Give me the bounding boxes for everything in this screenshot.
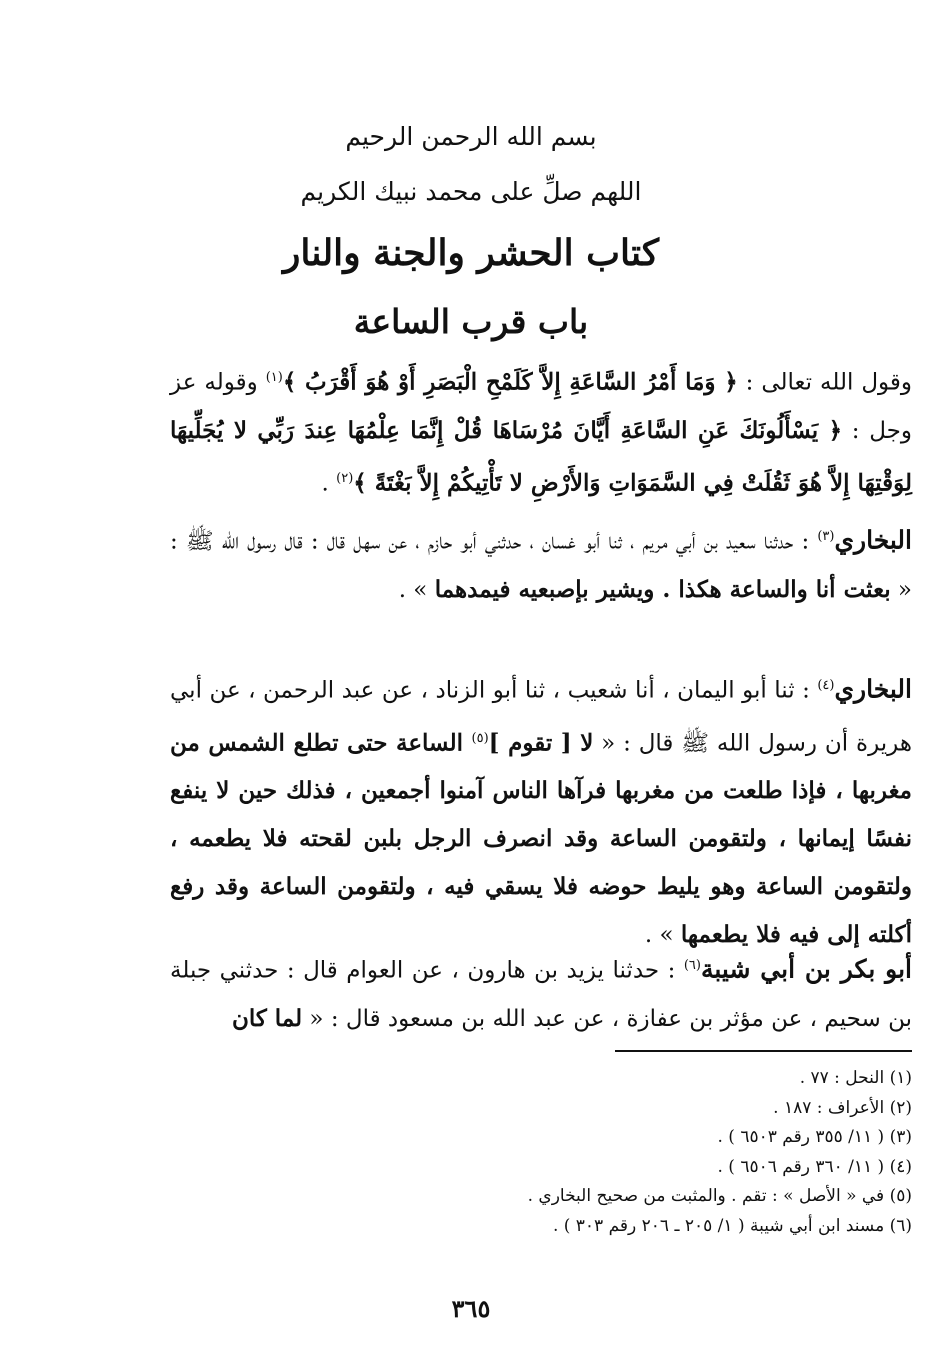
footnotes — [400, 1064, 912, 1241]
paragraph-hadith — [170, 942, 912, 1040]
paragraph-text: » . — [644, 922, 681, 949]
footnote-item: (٣) ( ١١/ ٣٥٥ رقم ٦٥٠٣ ) . — [717, 1127, 912, 1147]
footnote-divider — [615, 1050, 912, 1052]
quran-verse: ﴿ يَسْأَلُونَكَ عَنِ السَّاعَةِ أَيَّانَ مُرْسَاهَا قُلْ إِنَّمَا عِلْمُهَا عِندَ رَبِّي لا يُجَلِّيهَا لِوَقْتِهَا إِلاَّ هُوَ ثَقُلَتْ فِي السَّمَوَاتِ وَالأَرْضِ لا تَأْتِيكُمْ إِلاَّ بَغْتَةً ﴾ — [170, 416, 912, 497]
footnote-ref: (٢) — [336, 470, 354, 486]
narrator-name: البخاري — [834, 525, 912, 555]
footnote-ref: (١) — [265, 370, 283, 385]
paragraph-hadith — [170, 513, 912, 651]
footnote-item: (١) النحل : ٧٧ . — [799, 1068, 912, 1088]
isnad-text: : حدثنا يزيد بن هارون ، عن العوام قال : حدثني جبلة بن سحيم ، عن مؤثر بن عفازة ، عن عبد الله بن مسعود قال : « — [170, 957, 912, 1032]
paragraph-text: وقول الله تعالى : — [737, 369, 913, 396]
hadith-matn: لما كان — [231, 1004, 303, 1032]
paragraph-quran-verses — [170, 354, 912, 504]
paragraph-hadith — [170, 662, 912, 949]
footnote-item: (٥) في « الأصل » : تقم . والمثبت من صحيح البخاري . — [527, 1186, 912, 1206]
hadith-matn: بعثت أنا والساعة هكذا . ويشير بإصبعيه فيمدهما — [434, 575, 891, 603]
hadith-matn: لا [ تقوم ] — [488, 729, 594, 757]
paragraph-text: . — [321, 470, 337, 497]
paragraph-text: » . — [398, 576, 435, 603]
isnad-text: : حدثنا سعيد بن أبي مريم ، ثنا أبو غسان ، حدثني أبو حازم ، عن سهل قال : قال رسول الله ﷺ : « — [170, 528, 912, 603]
paragraph-text: وقوله عز وجل : — [170, 369, 912, 444]
chapter-title: باب قرب الساعة — [353, 302, 589, 341]
quran-verse: ﴿ وَمَا أَمْرُ السَّاعَةِ إِلاَّ كَلَمْحِ الْبَصَرِ أَوْ هُوَ أَقْرَبُ ﴾ — [282, 368, 738, 396]
isnad-text: : ثنا أبو اليمان ، أنا شعيب ، ثنا أبو الزناد ، عن عبد الرحمن ، عن أبي هريرة أن رسول الله ﷺ قال : « — [170, 677, 912, 757]
narrator-name: أبو بكر بن أبي شيبة — [700, 954, 912, 984]
page-number: ٣٦٥ — [451, 1294, 491, 1323]
footnote-item: (٦) مسند ابن أبي شيبة ( ١/ ٢٠٥ ـ ٢٠٦ رقم ٣٠٣ ) . — [552, 1215, 912, 1236]
book-title: كتاب الحشر والجنة والنار — [283, 232, 659, 274]
salawat-line: اللهم صلِّ على محمد نبيك الكريم — [300, 177, 642, 206]
basmala: بسم الله الرحمن الرحيم — [345, 122, 597, 151]
hadith-matn: الساعة حتى تطلع الشمس من مغربها ، فإذا طلعت من مغربها فرآها الناس آمنوا أجمعين ، فذلك حين لا ينفع نفسًا إيمانها ، ولتقومن الساعة وقد انصرف الرجل بلبن لقحته فلا يطعمه ، ولتقومن الساعة وهو يليط حوضه فلا يسقي فيه ، ولتقومن الساعة وقد رفع أكلته إلى فيه فلا يطعمها — [170, 729, 912, 949]
footnote-ref: (٤) — [817, 678, 835, 693]
footnote-ref: (٣) — [817, 529, 835, 544]
narrator-name: البخاري — [834, 674, 912, 704]
footnote-ref: (٦) — [683, 958, 701, 973]
footnote-ref: (٥) — [471, 730, 489, 746]
footnote-item: (٤) ( ١١/ ٣٦٠ رقم ٦٥٠٦ ) . — [717, 1156, 912, 1177]
footnote-item: (٢) الأعراف : ١٨٧ . — [773, 1097, 912, 1118]
